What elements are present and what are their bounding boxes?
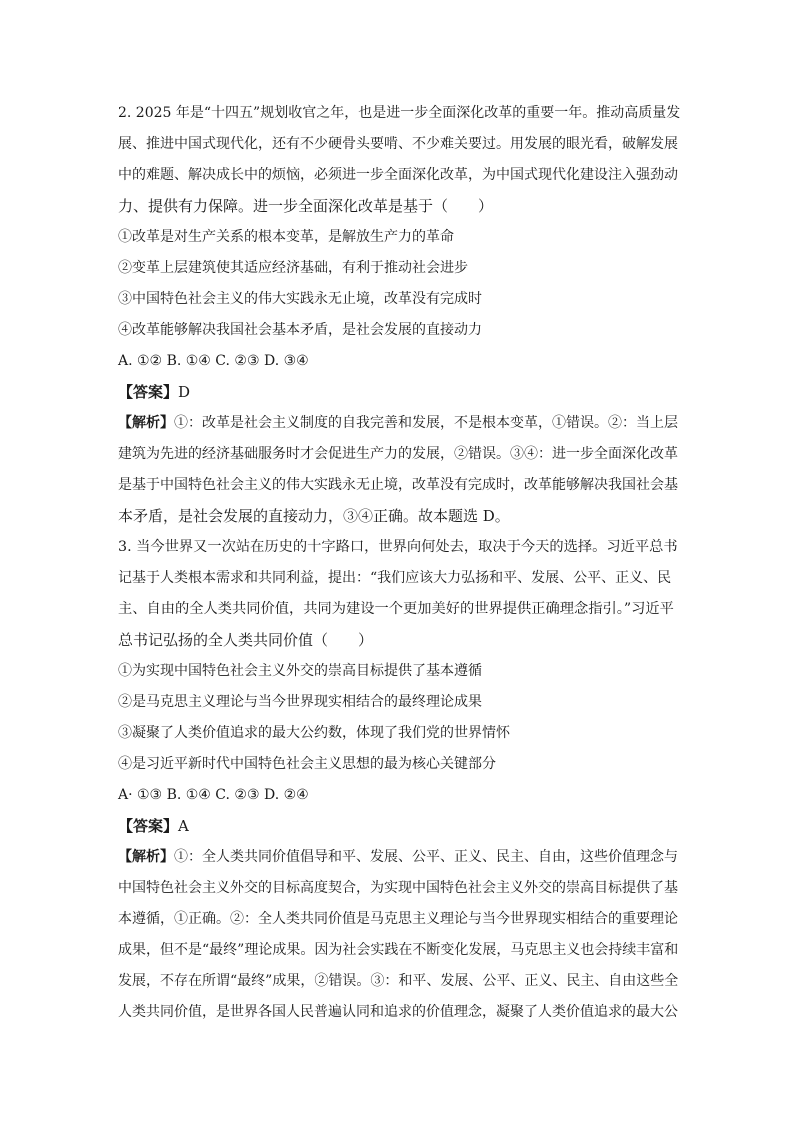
answer-value: D <box>178 383 191 401</box>
question-stem-line: 3. 当今世界又一次站在历史的十字路口，世界向何处去，取决于今天的选择。习近平总书 <box>118 539 678 555</box>
question-3 <box>118 532 680 1028</box>
analysis-line: 本矛盾，是社会发展的直接动力，③④正确。故本题选 D。 <box>118 507 510 525</box>
question-stem-line: 力、提供有力保障。进一步全面深化改革是基于（ ） <box>118 197 494 215</box>
analysis-text: ①：改革是社会主义制度的自我完善和发展，不是根本变革，①错误。②：当上层 <box>174 415 678 431</box>
option-4: ④是习近平新时代中国特色社会主义思想的最为核心关键部分 <box>118 756 496 772</box>
analysis-line: 成果，但不是“最终”理论成果。因为社会实践在不断变化发展，马克思主义也会持续丰富和 <box>118 942 679 958</box>
analysis-line <box>118 408 680 439</box>
analysis-line: 本遵循，①正确。②：全人类共同价值是马克思主义理论与当今世界现实相结合的重要理论 <box>118 911 678 927</box>
answer-line <box>118 811 680 842</box>
answer-label: 【答案】 <box>118 383 179 401</box>
analysis-line: 是基于中国特色社会主义的伟大实践永无止境，改革没有完成时，改革能够解决我国社会基 <box>118 477 678 493</box>
analysis-line: 中国特色社会主义外交的目标高度契合，为实现中国特色社会主义外交的崇高目标提供了基 <box>118 880 678 896</box>
analysis-text: ①：全人类共同价值倡导和平、发展、公平、正义、民主、自由，这些价值理念与 <box>174 849 678 865</box>
analysis-line <box>118 842 680 873</box>
question-stem-line: 记基于人类根本需求和共同利益，提出：“我们应该大力弘扬和平、发展、公平、正义、民 <box>118 570 672 586</box>
question-stem-line: 总书记弘扬的全人类共同价值（ ） <box>118 631 374 649</box>
question-stem-line: 2. 2025 年是“十四五”规划收官之年，也是进一步全面深化改革的重要一年。推动高质量发 <box>118 105 680 121</box>
option-1: ①为实现中国特色社会主义外交的崇高目标提供了基本遵循 <box>118 663 482 679</box>
question-2 <box>118 98 680 532</box>
analysis-label: 【解析】 <box>118 415 174 431</box>
option-3: ③中国特色社会主义的伟大实践永无止境，改革没有完成时 <box>118 291 482 307</box>
analysis-label: 【解析】 <box>118 849 174 865</box>
answer-choices: A· ①③ B. ①④ C. ②③ D. ②④ <box>118 787 309 803</box>
analysis-line: 建筑为先进的经济基础服务时才会促进生产力的发展，②错误。③④：进一步全面深化改革 <box>118 446 678 462</box>
option-4: ④改革能够解决我国社会基本矛盾，是社会发展的直接动力 <box>118 322 482 338</box>
question-stem-line: 中的难题、解决成长中的烦恼，必须进一步全面深化改革，为中国式现代化建设注入强劲动 <box>118 167 678 183</box>
answer-label: 【答案】 <box>118 817 179 835</box>
option-1: ①改革是对生产关系的根本变革，是解放生产力的革命 <box>118 229 454 245</box>
question-stem-line: 主、自由的全人类共同价值，共同为建设一个更加美好的世界提供正确理念指引。”习近平 <box>118 601 674 617</box>
option-2: ②变革上层建筑使其适应经济基础，有利于推动社会进步 <box>118 260 468 276</box>
answer-value: A <box>178 817 189 835</box>
analysis-line: 人类共同价值，是世界各国人民普遍认同和追求的价值理念，凝聚了人类价值追求的最大公 <box>118 1004 678 1020</box>
answer-choices: A. ①② B. ①④ C. ②③ D. ③④ <box>118 353 309 369</box>
answer-line <box>118 377 680 408</box>
option-3: ③凝聚了人类价值追求的最大公约数，体现了我们党的世界情怀 <box>118 725 510 741</box>
question-stem-line: 展、推进中国式现代化，还有不少硬骨头要啃、不少难关要过。用发展的眼光看，破解发展 <box>118 136 678 152</box>
option-2: ②是马克思主义理论与当今世界现实相结合的最终理论成果 <box>118 694 482 710</box>
analysis-line: 发展，不存在所谓“最终”成果，②错误。③：和平、发展、公平、正义、民主、自由这些全 <box>118 973 679 989</box>
